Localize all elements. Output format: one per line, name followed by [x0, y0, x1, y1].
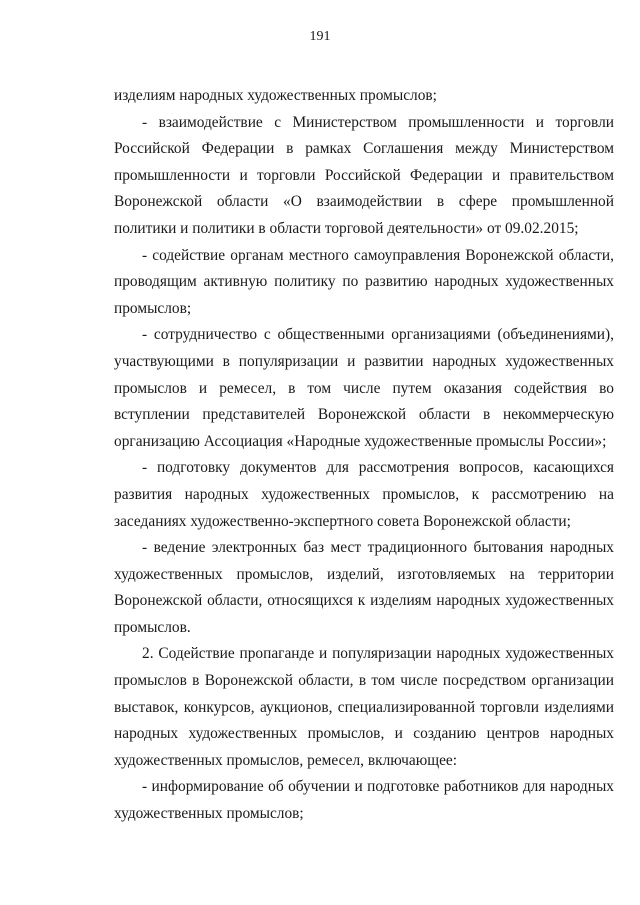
paragraph-8: - информирование об обучении и подготовке работников для народных художественных промыслов; — [114, 778, 614, 823]
paragraph-1: изделиям народных художественных промыслов; — [114, 87, 437, 104]
document-body — [114, 83, 614, 828]
paragraph-5: - подготовку документов для рассмотрения вопросов, касающихся развития народных художественных промыслов, к рассмотрению на заседаниях художественно-экспертного совета Воронежской области; — [114, 459, 614, 530]
paragraph-2: - взаимодействие с Министерством промышленности и торговли Российской Федерации в рамках Соглашения между Министерством промышленности и торговли Российской Федерации и правительством Воронежской области «О взаимодействии в сфере промышленной политики и политики в области торговой деятельности» от 09.02.2015; — [114, 113, 614, 237]
paragraph-3: - содействие органам местного самоуправления Воронежской области, проводящим активную политику по развитию народных художественных промыслов; — [114, 246, 614, 317]
paragraph-7: 2. Содействие пропаганде и популяризации народных художественных промыслов в Воронежской области, в том числе посредством организации выставок, конкурсов, аукционов, специализированной торговли изделиями народных художественных промыслов, и созданию центров народных художественных промыслов, ремесел, включающее: — [114, 645, 614, 769]
page-number: 191 — [309, 29, 331, 44]
paragraph-4: - сотрудничество с общественными организациями (объединениями), участвующими в популяризации и развитии народных художественных промыслов и ремесел, в том числе путем оказания содействия во вступлении представителей Воронежской области в некоммерческую организацию Ассоциация «Народные художественные промыслы России»; — [114, 326, 614, 450]
paragraph-6: - ведение электронных баз мест традиционного бытования народных художественных промыслов, изделий, изготовляемых на территории Воронежской области, относящихся к изделиям народных художественных промыслов. — [114, 539, 614, 636]
